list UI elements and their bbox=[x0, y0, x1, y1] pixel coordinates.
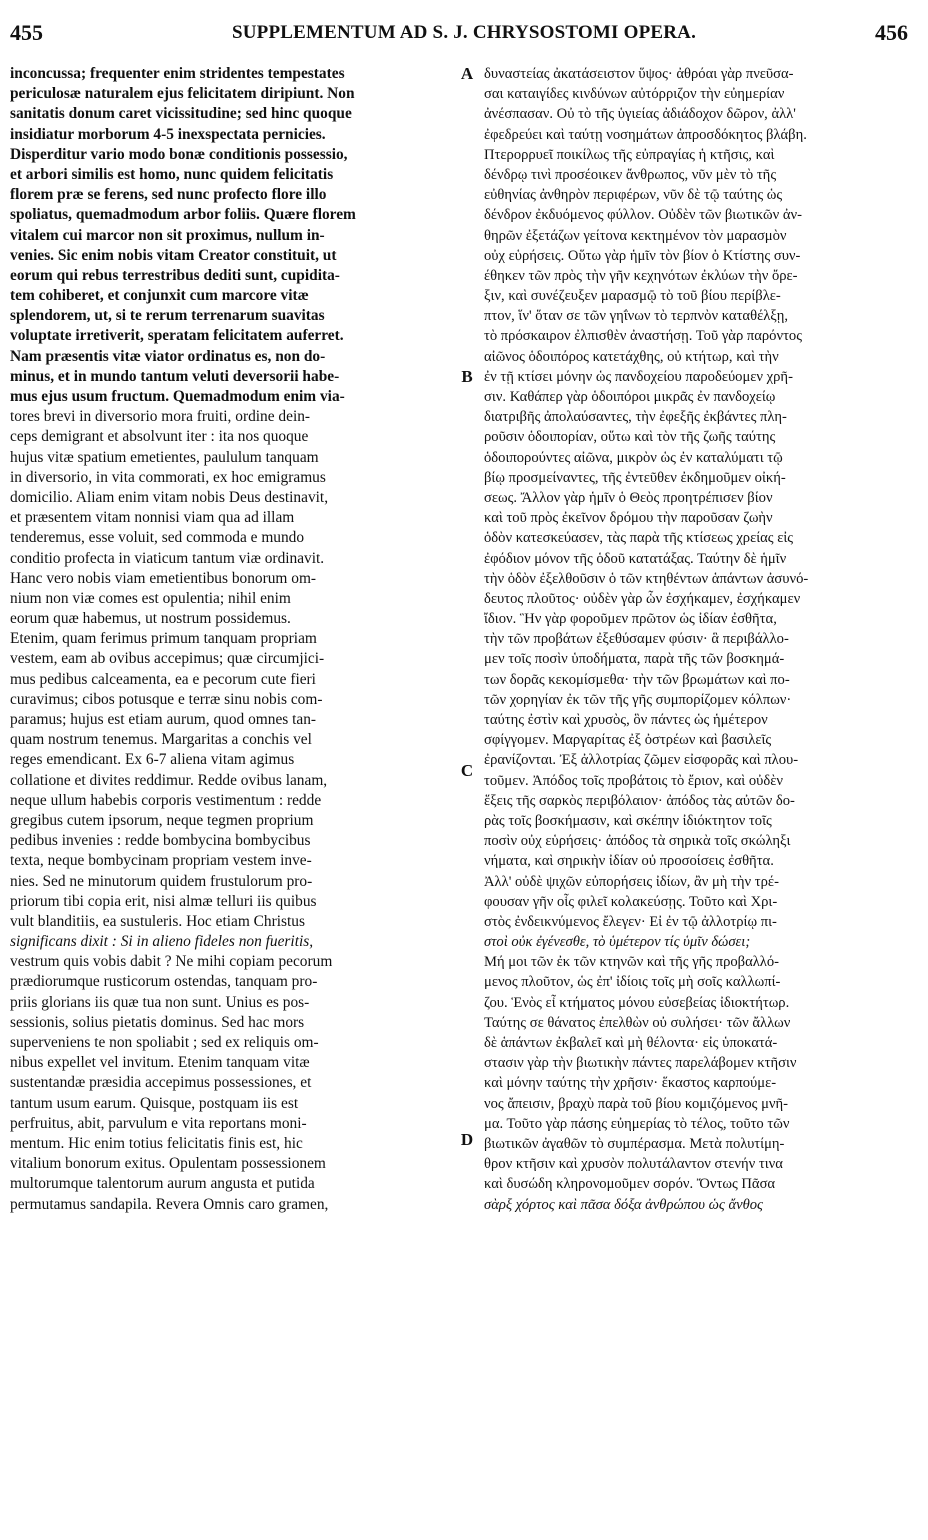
text-line: ἕξεις τῆς σαρκὸς περιβόλαιον· ἀπόδος τὰς αὐτῶν δο- bbox=[484, 792, 795, 809]
text-line: et arbori similis est homo, nunc quidem felicitatis bbox=[10, 165, 334, 183]
text-line: sessionis, solius pietatis dominus. Sed hac mors bbox=[10, 1013, 305, 1031]
text-line: nium non viæ comes est opulentia; nihil enim bbox=[10, 589, 291, 607]
text-line: insidiatur morborum 4-5 inexspectata pernicies. bbox=[10, 125, 326, 143]
text-line: τὸ πρόσκαιρον ἐλπισθὲν ἀναστήσῃ. Τοῦ γὰρ παρόντος bbox=[484, 328, 803, 345]
margin-marker-b: B bbox=[461, 367, 473, 386]
text-line: καὶ δυσώδη κληρονομοῦμεν σορόν. Ὄντως Πᾶσα bbox=[484, 1176, 776, 1193]
text-line: minus, et in mundo tantum veluti deversorii habe- bbox=[10, 367, 340, 385]
text-line: δένδρῳ τινὶ προσέοικεν ἄνθρωπος, νῦν μὲν τὸ τῆς bbox=[484, 166, 777, 183]
text-line: βιωτικῶν ἀγαθῶν τὸ συμπέρασμα. Μετὰ πολυτίμη- bbox=[484, 1135, 785, 1152]
text-line: nies. Sed ne minutorum quidem frustulorum pro- bbox=[10, 872, 313, 890]
text-line: εὐθηνίας ἀνθηρὸν περιφέρων, νῦν δὲ τῷ ταύτης ὡς bbox=[484, 187, 783, 204]
text-line: eorum quæ habemus, ut nostrum possidemus. bbox=[10, 610, 291, 628]
text-line: νήματα, καὶ σηρικὴν ἰδίαν οὐ προσοίσεις ἐσθῆτα. bbox=[484, 853, 774, 870]
text-line: vitalium bonorum exitus. Opulentam possessionem bbox=[10, 1155, 326, 1173]
text-line: ἐρανίζονται. Ἐξ ἀλλοτρίας ζῶμεν εἰσφορᾶς καὶ πλου- bbox=[484, 752, 799, 769]
text-line: σεως. Ἄλλον γὰρ ἡμῖν ὁ Θεὸς προητρέπισεν βίον bbox=[484, 489, 773, 506]
text-line: tores brevi in diversorio mora fruiti, ordine dein- bbox=[10, 408, 311, 426]
text-line: φουσαν γῆν οἷς φιλεῖ κολακεύσῃς. Τοῦτο καὶ Χρι- bbox=[484, 893, 778, 910]
text-line: καὶ μόνην ταύτης τὴν χρῆσιν· ἕκαστος καρπούμε- bbox=[484, 1075, 777, 1092]
text-line: μενος πλοῦτον, ὡς ἐπ' ἰδίοις τοῖς μὴ σοῖς καλλωπί- bbox=[484, 974, 781, 991]
text-line: ἐφεδρεύει καὶ ταύτῃ νοσημάτων ἀπροσδόκητος βλάβη. bbox=[484, 126, 807, 143]
text-line: prædiorumque rusticorum ostendas, tanquam pro- bbox=[10, 973, 318, 991]
text-line: Πτερορρυεῖ ποικίλως τῆς εὐπραγίας ἡ κτῆσις, καὶ bbox=[484, 146, 775, 163]
text-line: Ἀλλ' οὐδὲ ψιχῶν εὐπορήσεις ἰδίων, ἂν μὴ τὴν τρέ- bbox=[484, 873, 779, 890]
text-line: sanitatis donum caret vicissitudine; sed hinc quoque bbox=[10, 105, 352, 123]
text-line: texta, neque bombycinam propriam vestem inve- bbox=[10, 852, 312, 870]
text-line: Μή μοι τῶν ἐκ τῶν κτηνῶν καὶ τῆς γῆς προβαλλό- bbox=[484, 954, 780, 971]
text-line: πτον, ἵν' ὅταν σε τῶν γηΐνων τὸ τερπνὸν καταθέλξῃ, bbox=[484, 308, 789, 325]
text-line: ἐφόδιον μόνον τῆς ὁδοῦ κατατάξας. Ταύτην δὲ ἡμῖν bbox=[484, 550, 787, 567]
text-line: venies. Sic enim nobis vitam Creator constituit, ut bbox=[10, 246, 337, 264]
text-line: tantum usum earum. Quisque, postquam iis est bbox=[10, 1094, 299, 1112]
text-line: ceps demigrant et absolvunt iter : ita nos quoque bbox=[10, 428, 309, 446]
text-line: τῶν χορηγίαν ἐκ τῶν τῆς γῆς συμπορίζομεν κόλπων· bbox=[484, 691, 792, 708]
text-line: eorum qui rebus terrestribus dediti sunt, cupidita- bbox=[10, 266, 340, 284]
text-line: vestrum quis vobis dabit ? Ne mihi copiam pecorum bbox=[10, 953, 333, 971]
text-line: ἴδιον. Ἣν γὰρ φοροῦμεν πρῶτον ὡς ἰδίαν ἐσθῆτα, bbox=[484, 611, 777, 628]
text-line: sustentandæ præsidia accepimus possessiones, et bbox=[10, 1074, 312, 1092]
text-line: priorum tibi copia erit, nisi almæ telluri iis quibus bbox=[10, 892, 317, 910]
page-number-left: 455 bbox=[10, 20, 43, 45]
text-line: tenderemus, esse voluit, sed commoda e mundo bbox=[10, 529, 305, 547]
running-title: SUPPLEMENTUM AD S. J. CHRYSOSTOMI OPERA. bbox=[231, 22, 697, 43]
text-line: florem præ se ferens, sed nunc profecto flore illo bbox=[10, 186, 327, 204]
text-line: τοῦμεν. Ἀπόδος τοῖς προβάτοις τὸ ἔριον, καὶ οὐδὲν bbox=[484, 772, 784, 789]
text-line: δὲ ἁπάντων ἐκβαλεῖ καὶ μὴ θέλοντα· εἰς ὑποκατά- bbox=[484, 1035, 778, 1051]
text-line: τὴν ὁδὸν ἐξελθοῦσιν ὁ τῶν κτηθέντων ἁπάντων ἀσυνό- bbox=[484, 570, 809, 587]
text-line: paramus; hujus est etiam aurum, quod omnes tan- bbox=[10, 711, 317, 728]
text-line: ποσὶν οὐχ εὑρήσεις· ἀπόδος τὰ σηρικὰ τοῖς σκώληξι bbox=[484, 833, 791, 850]
text-line: καὶ τοῦ πρὸς ἐκεῖνον δρόμου τὴν παροῦσαν ζωὴν bbox=[484, 510, 773, 527]
text-line: perfruitus, abit, parvulum e vita reportans moni- bbox=[10, 1114, 307, 1132]
text-line: inconcussa; frequenter enim stridentes tempestates bbox=[10, 65, 345, 82]
text-line: Disperditur vario modo bonæ conditionis possessio, bbox=[10, 145, 348, 163]
text-line: οὐχ εὑρήσεις. Οὕτω γὰρ ἡμῖν τὸν βίον ὁ Κτίστης συν- bbox=[484, 247, 801, 264]
text-line: σαι καταιγίδες κινδύνων αὐτόρριζον τὴν εὐημερίαν bbox=[484, 86, 785, 103]
text-line: pedibus invenies : redde bombycina bombycibus bbox=[10, 832, 311, 850]
text-line: splendorem, ut, si te rerum terrenarum suavitas bbox=[10, 307, 325, 325]
text-line: Ταύτης σε θάνατος ἐπελθὼν οὐ συλήσει· τῶν ἄλλων bbox=[484, 1014, 791, 1031]
text-line: vult blanditiis, ea sustuleris. Hoc etiam Christus bbox=[10, 912, 305, 930]
text-line: ὁδὸν κατεσκεύασεν, τὰς παρὰ τῆς κτίσεως χρείας εἰς bbox=[484, 530, 794, 547]
text-line: σιν. Καθάπερ γὰρ ὁδοιπόροι μικρᾶς ἐν πανδοχείῳ bbox=[484, 389, 776, 405]
text-line: μεν τοῖς ποσὶν ὑποδήματα, παρὰ τῆς τῶν βοσκημά- bbox=[484, 651, 785, 668]
text-line: ὁδοιπορούντες αἰῶνα, μικρὸν ὡς ἐν καταλύματι τῷ bbox=[484, 449, 783, 466]
text-line: mus ejus usum fructum. Quemadmodum enim via- bbox=[10, 388, 345, 405]
text-line: ζου. Ἑνὸς εἶ κτήματος μόνου εὐσεβείας ἰδιοκτήτωρ. bbox=[484, 994, 790, 1011]
text-line: gregibus cutem ipsorum, neque tegmen proprium bbox=[10, 811, 314, 829]
latin-column bbox=[10, 64, 455, 1516]
text-line: θρον κτῆσιν καὶ χρυσὸν πολυτάλαντον στενήν τινα bbox=[484, 1156, 783, 1173]
text-line: ταύτης ἐστὶν καὶ χρυσὸς, ὃν πάντες ὡς ἡμέτερον bbox=[484, 712, 768, 728]
text-line: μα. Τοῦτο γὰρ πάσης εὐημερίας τὸ τέλος, τοῦτο τῶν bbox=[484, 1115, 790, 1132]
text-line: τὴν τῶν προβάτων ἐξεθύσαμεν φύσιν· ἃ περιβάλλο- bbox=[484, 631, 789, 648]
text-line: ρὰς τοῖς βοσκήμασιν, καὶ σκέπην ἰδιόκτητον τοῖς bbox=[484, 812, 772, 829]
text-line: neque ullum habebis corporis vestimentum : redde bbox=[10, 791, 322, 809]
text-line: ἐν τῇ κτίσει μόνην ὡς πανδοχείου παροδεύομεν χρῆ- bbox=[484, 368, 793, 385]
text-line: quam nostrum tenemus. Margaritas a conchis vel bbox=[10, 731, 312, 749]
text-line: superveniens te non spoliabit ; sed ex reliquis om- bbox=[10, 1034, 319, 1051]
text-line: ροῦσιν ὁδοιπορίαν, οὕτω καὶ τὸν τῆς ζωῆς ταύτης bbox=[484, 429, 776, 446]
text-line: significans dixit : Si in alieno fideles non fueritis, bbox=[10, 933, 314, 951]
text-line: reges emendicant. Ex 6-7 aliena vitam agimus bbox=[10, 751, 295, 769]
text-line: priis glorians iis quæ tua non sunt. Unius es pos- bbox=[10, 993, 310, 1011]
text-line: σὰρξ χόρτος καὶ πᾶσα δόξα ἀνθρώπου ὡς ἄνθος bbox=[484, 1196, 763, 1213]
text-line: et præsentem vitam nonnisi viam qua ad illam bbox=[10, 509, 295, 527]
text-line: διατριβῆς ἀπολαύσαντες, τὴν ἐφεξῆς ἐκβάντες πλη- bbox=[484, 409, 787, 426]
text-line: δένδρον ἐκδυόμενος φύλλον. Οὐδὲν τῶν βιωτικῶν ἀν- bbox=[484, 207, 802, 224]
text-line: στασιν γὰρ τὴν βιωτικὴν πάντες παρελάβομεν κτῆσιν bbox=[484, 1055, 797, 1072]
text-line: curavimus; cibos potusque e terræ sinu nobis com- bbox=[10, 690, 323, 708]
text-line: permutamus sandapila. Revera Omnis caro gramen, bbox=[10, 1195, 329, 1213]
text-line: δυναστείας ἀκατάσειστον ὕψος· ἀθρόαι γὰρ πνεῦσα- bbox=[484, 66, 794, 82]
text-line: στοὶ οὐκ ἐγένεσθε, τὸ ὑμέτερον τίς ὑμῖν δώσει; bbox=[484, 934, 751, 951]
text-line: δευτος πλοῦτος· οὐδὲν γὰρ ὧν ἐσχήκαμεν, ἐσχήκαμεν bbox=[484, 590, 801, 607]
text-line: στὸς ἐνδεικνύμενος ἔλεγεν· Εἰ ἐν τῷ ἀλλοτρίῳ πι- bbox=[484, 913, 777, 930]
greek-column bbox=[484, 64, 922, 1516]
text-line: tem cohiberet, et conjunxit cum marcore vitæ bbox=[10, 287, 309, 305]
text-line: σφίγγομεν. Μαργαρίτας ἐξ ὀστρέων καὶ βασιλεῖς bbox=[484, 732, 772, 749]
text-line: collatione et divites reddimur. Redde ovibus lanam, bbox=[10, 771, 328, 789]
text-line: domicilio. Aliam enim vitam nobis Deus destinavit, bbox=[10, 488, 329, 506]
text-line: nibus expellet vel invitum. Etenim tanquam vitæ bbox=[10, 1054, 310, 1072]
margin-marker-c: C bbox=[460, 761, 474, 780]
text-line: periculosæ naturalem ejus felicitatem diripiunt. Non bbox=[10, 85, 355, 103]
page-number-right: 456 bbox=[875, 20, 908, 45]
text-line: mentum. Hic enim totius felicitatis finis est, hic bbox=[10, 1134, 303, 1152]
text-line: των δορᾶς κεκομίσμεθα· τὴν τῶν βρωμάτων καὶ πο- bbox=[484, 671, 790, 688]
text-line: ἀνέσπασαν. Οὐ τὸ τῆς ὑγιείας ἀδιάδοχον δῶρον, ἀλλ' bbox=[484, 106, 796, 123]
text-line: έθηκεν τῶν πρὸς τὴν γῆν κεχηνότων ἐκλύων τὴν ὄρε- bbox=[484, 267, 798, 284]
text-line: θηρῶν ἐξετάζων γείτονα κεκτημένον τὸν μαρασμὸν bbox=[484, 227, 787, 244]
margin-marker-a: A bbox=[460, 64, 474, 83]
text-line: νος ἄπεισιν, βραχὺ παρὰ τοῦ βίου κομιζόμενος μνῆ- bbox=[484, 1095, 789, 1112]
text-line: βίῳ προσμείναντες, τῆς ἐντεῦθεν ἐκδημοῦμεν οἰκή- bbox=[484, 469, 786, 486]
text-line: in diversorio, in vita commorati, ex hoc emigramus bbox=[10, 468, 326, 486]
text-line: voluptate irretiverit, speratam felicitatem auferret. bbox=[10, 327, 344, 345]
text-line: multorumque talentorum aurum angusta et putida bbox=[10, 1175, 315, 1193]
text-line: ξιν, καὶ συνέζευξεν μαρασμῷ τὸ τοῦ βίου περίβλε- bbox=[484, 288, 781, 305]
text-line: conditio profecta in viaticum tantum viæ ordinavit. bbox=[10, 549, 325, 567]
text-line: Etenim, quam ferimus primum tanquam propriam bbox=[10, 630, 317, 648]
text-line: vitalem cui marcor non sit proximus, nullum in- bbox=[10, 226, 325, 244]
page-header bbox=[0, 20, 928, 60]
text-line: spoliatus, quemadmodum arbor foliis. Quære florem bbox=[10, 206, 356, 224]
text-line: hujus vitæ spatium emetientes, paululum tanquam bbox=[10, 448, 319, 466]
text-line: Hanc vero nobis viam emetientibus bonorum om- bbox=[10, 569, 317, 587]
text-line: mus pedibus calceamenta, ea e pecorum cute fieri bbox=[10, 670, 316, 688]
text-line: αἰῶνος ὁδοιπόρος κατετάχθης, οὐ κτήτωρ, καὶ τὴν bbox=[484, 348, 779, 365]
margin-marker-d: D bbox=[460, 1130, 474, 1149]
text-line: vestem, eam ab ovibus accepimus; quæ circumjici- bbox=[10, 650, 325, 668]
text-line: Nam præsentis vitæ viator ordinatus es, non do- bbox=[10, 347, 326, 365]
